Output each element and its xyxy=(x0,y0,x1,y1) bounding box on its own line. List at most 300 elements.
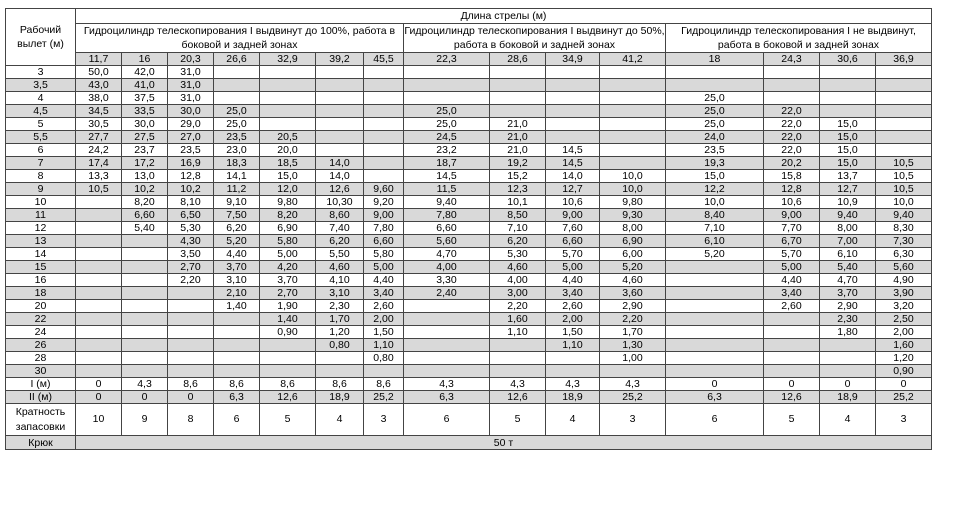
capacity-cell: 0 xyxy=(666,378,764,391)
capacity-cell: 6,60 xyxy=(404,222,490,235)
capacity-cell xyxy=(168,365,214,378)
capacity-cell: 13,0 xyxy=(122,170,168,183)
capacity-cell: 10,6 xyxy=(764,196,820,209)
capacity-cell: 6,3 xyxy=(214,391,260,404)
capacity-cell xyxy=(316,79,364,92)
capacity-cell: 3,70 xyxy=(214,261,260,274)
capacity-cell: 20,0 xyxy=(260,144,316,157)
capacity-cell: 30,5 xyxy=(76,118,122,131)
capacity-cell: 8,50 xyxy=(490,209,546,222)
capacity-cell: 5,70 xyxy=(764,248,820,261)
capacity-cell xyxy=(490,105,546,118)
capacity-cell xyxy=(820,79,876,92)
capacity-cell: 15,2 xyxy=(490,170,546,183)
capacity-cell xyxy=(76,196,122,209)
capacity-cell: 1,10 xyxy=(546,339,600,352)
capacity-cell: 25,0 xyxy=(214,105,260,118)
capacity-cell xyxy=(764,92,820,105)
capacity-cell xyxy=(764,352,820,365)
boom-length-cell: 41,2 xyxy=(600,53,666,66)
capacity-cell xyxy=(764,66,820,79)
capacity-cell: 3 xyxy=(876,404,932,436)
capacity-cell: 5,40 xyxy=(820,261,876,274)
table-row xyxy=(6,183,932,196)
capacity-cell: 12,2 xyxy=(666,183,764,196)
capacity-cell xyxy=(364,118,404,131)
capacity-cell xyxy=(122,248,168,261)
capacity-cell xyxy=(214,79,260,92)
capacity-cell: 14,5 xyxy=(546,157,600,170)
capacity-cell: 5,50 xyxy=(316,248,364,261)
capacity-cell: 2,00 xyxy=(876,326,932,339)
capacity-cell xyxy=(76,365,122,378)
capacity-cell xyxy=(76,261,122,274)
capacity-cell: 5 xyxy=(490,404,546,436)
capacity-cell xyxy=(214,352,260,365)
capacity-cell xyxy=(214,365,260,378)
capacity-cell: 4,40 xyxy=(546,274,600,287)
capacity-cell: 9 xyxy=(122,404,168,436)
radius-cell: 11 xyxy=(6,209,76,222)
capacity-cell xyxy=(666,326,764,339)
capacity-cell xyxy=(316,144,364,157)
capacity-cell: 23,5 xyxy=(214,131,260,144)
capacity-cell: 5,00 xyxy=(764,261,820,274)
capacity-cell xyxy=(820,66,876,79)
capacity-cell xyxy=(76,235,122,248)
boom-length-cell: 45,5 xyxy=(364,53,404,66)
capacity-cell: 10,5 xyxy=(876,183,932,196)
table-row xyxy=(6,352,932,365)
capacity-cell xyxy=(76,313,122,326)
capacity-cell xyxy=(168,300,214,313)
capacity-cell: 12,7 xyxy=(820,183,876,196)
row-header xyxy=(6,9,76,66)
capacity-cell xyxy=(260,66,316,79)
capacity-cell xyxy=(76,300,122,313)
hook-value: 50 т xyxy=(76,436,932,450)
boom-length-cell: 18 xyxy=(666,53,764,66)
capacity-cell: 14,0 xyxy=(316,170,364,183)
capacity-cell xyxy=(168,339,214,352)
capacity-cell xyxy=(260,118,316,131)
capacity-cell: 23,2 xyxy=(404,144,490,157)
capacity-cell: 23,5 xyxy=(168,144,214,157)
capacity-cell xyxy=(764,365,820,378)
capacity-cell: 6,3 xyxy=(404,391,490,404)
capacity-cell: 9,00 xyxy=(764,209,820,222)
capacity-cell: 31,0 xyxy=(168,92,214,105)
capacity-cell xyxy=(404,365,490,378)
capacity-cell xyxy=(404,66,490,79)
radius-cell: 10 xyxy=(6,196,76,209)
capacity-cell xyxy=(546,92,600,105)
capacity-cell: 5,00 xyxy=(260,248,316,261)
capacity-cell: 4,3 xyxy=(546,378,600,391)
capacity-cell: 6,00 xyxy=(600,248,666,261)
capacity-cell: 10,2 xyxy=(122,183,168,196)
capacity-cell: 2,60 xyxy=(764,300,820,313)
capacity-cell: 5,00 xyxy=(546,261,600,274)
capacity-cell: 1,30 xyxy=(600,339,666,352)
capacity-cell: 6,20 xyxy=(214,222,260,235)
capacity-cell: 3,30 xyxy=(404,274,490,287)
capacity-cell xyxy=(168,326,214,339)
capacity-cell: 3,40 xyxy=(764,287,820,300)
hook-row xyxy=(6,436,932,450)
capacity-cell xyxy=(876,92,932,105)
capacity-cell: 14,0 xyxy=(316,157,364,170)
capacity-cell: 1,20 xyxy=(876,352,932,365)
capacity-cell: 18,3 xyxy=(214,157,260,170)
capacity-cell xyxy=(76,339,122,352)
load-chart xyxy=(5,8,932,450)
table-row xyxy=(6,79,932,92)
capacity-cell: 0 xyxy=(76,391,122,404)
capacity-cell: 3,40 xyxy=(364,287,404,300)
capacity-cell: 6 xyxy=(404,404,490,436)
capacity-cell xyxy=(404,313,490,326)
group-header-0: Гидроцилиндр телескопирования I не выдвинут, работа в боковой и задней зонах xyxy=(666,24,932,53)
capacity-cell: 5 xyxy=(260,404,316,436)
capacity-cell: 3,00 xyxy=(490,287,546,300)
capacity-cell xyxy=(666,274,764,287)
capacity-cell: 18,9 xyxy=(820,391,876,404)
capacity-cell xyxy=(876,118,932,131)
capacity-cell xyxy=(214,326,260,339)
capacity-cell: 4,3 xyxy=(600,378,666,391)
radius-cell: 14 xyxy=(6,248,76,261)
table-row xyxy=(6,105,932,118)
capacity-cell: 10,5 xyxy=(876,170,932,183)
table-row xyxy=(6,261,932,274)
radius-cell: 30 xyxy=(6,365,76,378)
capacity-cell: 2,30 xyxy=(820,313,876,326)
capacity-cell xyxy=(490,92,546,105)
capacity-cell: 1,60 xyxy=(490,313,546,326)
capacity-cell xyxy=(364,170,404,183)
capacity-cell: 6,10 xyxy=(820,248,876,261)
capacity-cell: 8,6 xyxy=(316,378,364,391)
capacity-cell: 25,2 xyxy=(364,391,404,404)
capacity-cell: 2,20 xyxy=(600,313,666,326)
capacity-cell xyxy=(546,352,600,365)
table-row xyxy=(6,144,932,157)
capacity-cell: 1,10 xyxy=(364,339,404,352)
group-header-50: Гидроцилиндр телескопирования I выдвинут до 50%, работа в боковой и задней зонах xyxy=(404,25,665,51)
capacity-cell xyxy=(600,144,666,157)
capacity-cell: 10 xyxy=(76,404,122,436)
capacity-cell: 4,10 xyxy=(316,274,364,287)
capacity-cell: 15,0 xyxy=(666,170,764,183)
capacity-cell xyxy=(600,66,666,79)
capacity-cell: 3 xyxy=(600,404,666,436)
capacity-cell: 7,40 xyxy=(316,222,364,235)
capacity-cell xyxy=(546,118,600,131)
capacity-cell: 2,30 xyxy=(316,300,364,313)
capacity-cell xyxy=(122,287,168,300)
table-row xyxy=(6,313,932,326)
capacity-cell: 0 xyxy=(764,378,820,391)
capacity-cell: 2,00 xyxy=(546,313,600,326)
capacity-cell xyxy=(214,339,260,352)
capacity-cell: 7,80 xyxy=(404,209,490,222)
capacity-cell: 2,20 xyxy=(490,300,546,313)
capacity-cell: 8,20 xyxy=(260,209,316,222)
table-row xyxy=(6,274,932,287)
capacity-cell: 4,60 xyxy=(316,261,364,274)
capacity-cell: 3,70 xyxy=(260,274,316,287)
radius-cell: 3 xyxy=(6,66,76,79)
capacity-cell: 9,20 xyxy=(364,196,404,209)
capacity-cell: 2,20 xyxy=(168,274,214,287)
capacity-cell xyxy=(490,365,546,378)
capacity-cell: 8,00 xyxy=(820,222,876,235)
capacity-cell: 9,10 xyxy=(214,196,260,209)
capacity-cell: 31,0 xyxy=(168,66,214,79)
capacity-cell: 8,6 xyxy=(364,378,404,391)
capacity-cell: 9,40 xyxy=(820,209,876,222)
capacity-cell: 25,0 xyxy=(404,118,490,131)
capacity-cell: 20,2 xyxy=(764,157,820,170)
capacity-cell xyxy=(490,66,546,79)
capacity-cell: 2,70 xyxy=(168,261,214,274)
capacity-cell: 6,50 xyxy=(168,209,214,222)
boom-length-cell: 28,6 xyxy=(490,53,546,66)
capacity-cell: 3,90 xyxy=(876,287,932,300)
capacity-cell xyxy=(546,105,600,118)
capacity-cell: 1,40 xyxy=(260,313,316,326)
radius-cell: 4 xyxy=(6,92,76,105)
table-row xyxy=(6,157,932,170)
capacity-cell: 13,7 xyxy=(820,170,876,183)
capacity-cell xyxy=(260,339,316,352)
table-row xyxy=(6,92,932,105)
capacity-cell: 25,2 xyxy=(876,391,932,404)
capacity-cell: 4,40 xyxy=(214,248,260,261)
capacity-cell xyxy=(404,326,490,339)
capacity-cell: 18,7 xyxy=(404,157,490,170)
capacity-cell: 4,90 xyxy=(876,274,932,287)
capacity-cell: 5,60 xyxy=(876,261,932,274)
capacity-cell: 5,20 xyxy=(600,261,666,274)
table-row xyxy=(6,326,932,339)
radius-cell: Кратность запасовки xyxy=(6,404,76,436)
capacity-cell: 7,80 xyxy=(364,222,404,235)
capacity-cell: 8,30 xyxy=(876,222,932,235)
capacity-cell xyxy=(764,79,820,92)
capacity-cell xyxy=(364,144,404,157)
capacity-cell xyxy=(122,235,168,248)
capacity-cell xyxy=(168,287,214,300)
capacity-cell xyxy=(364,66,404,79)
capacity-cell: 6,70 xyxy=(764,235,820,248)
capacity-cell: 33,5 xyxy=(122,105,168,118)
capacity-cell: 9,60 xyxy=(364,183,404,196)
capacity-cell: 15,0 xyxy=(260,170,316,183)
capacity-cell xyxy=(404,352,490,365)
radius-cell: 24 xyxy=(6,326,76,339)
capacity-cell: 16,9 xyxy=(168,157,214,170)
capacity-cell xyxy=(168,352,214,365)
capacity-cell: 22,0 xyxy=(764,118,820,131)
capacity-cell: 15,8 xyxy=(764,170,820,183)
capacity-cell xyxy=(364,92,404,105)
boom-length-cell: 24,3 xyxy=(764,53,820,66)
capacity-cell: 23,5 xyxy=(666,144,764,157)
capacity-cell: 8,10 xyxy=(168,196,214,209)
capacity-cell xyxy=(316,131,364,144)
capacity-cell: 12,7 xyxy=(546,183,600,196)
capacity-cell: 3,40 xyxy=(546,287,600,300)
row-header-label: Рабочий вылет (м) xyxy=(17,24,64,50)
capacity-cell: 10,0 xyxy=(876,196,932,209)
capacity-cell: 1,80 xyxy=(820,326,876,339)
capacity-cell: 9,80 xyxy=(600,196,666,209)
capacity-cell: 4,3 xyxy=(122,378,168,391)
capacity-cell: 9,00 xyxy=(364,209,404,222)
capacity-cell: 1,70 xyxy=(600,326,666,339)
capacity-cell xyxy=(876,79,932,92)
capacity-cell: 6,20 xyxy=(490,235,546,248)
capacity-cell: 41,0 xyxy=(122,79,168,92)
capacity-cell xyxy=(666,352,764,365)
capacity-cell xyxy=(122,274,168,287)
capacity-cell: 1,50 xyxy=(364,326,404,339)
capacity-cell xyxy=(600,79,666,92)
capacity-cell: 4,40 xyxy=(364,274,404,287)
capacity-cell: 17,4 xyxy=(76,157,122,170)
capacity-cell xyxy=(122,300,168,313)
radius-cell: 8 xyxy=(6,170,76,183)
capacity-cell xyxy=(764,313,820,326)
capacity-cell xyxy=(546,66,600,79)
capacity-cell xyxy=(122,365,168,378)
capacity-cell: 8,20 xyxy=(122,196,168,209)
capacity-cell: 21,0 xyxy=(490,118,546,131)
capacity-cell: 14,5 xyxy=(404,170,490,183)
capacity-cell: 1,10 xyxy=(490,326,546,339)
capacity-cell: 2,00 xyxy=(364,313,404,326)
capacity-cell: 12,8 xyxy=(764,183,820,196)
capacity-cell: 24,5 xyxy=(404,131,490,144)
capacity-cell: 10,1 xyxy=(490,196,546,209)
capacity-cell: 8,00 xyxy=(600,222,666,235)
capacity-cell xyxy=(316,118,364,131)
boom-length-cell: 32,9 xyxy=(260,53,316,66)
capacity-cell: 22,0 xyxy=(764,105,820,118)
table-row xyxy=(6,404,932,436)
capacity-cell: 10,5 xyxy=(76,183,122,196)
capacity-cell: 10,30 xyxy=(316,196,364,209)
capacity-cell xyxy=(214,313,260,326)
hook-label: Крюк xyxy=(6,436,76,450)
capacity-cell: 10,0 xyxy=(600,183,666,196)
radius-cell: 26 xyxy=(6,339,76,352)
capacity-cell: 43,0 xyxy=(76,79,122,92)
capacity-cell: 6,60 xyxy=(546,235,600,248)
radius-cell: 9 xyxy=(6,183,76,196)
capacity-cell: 25,0 xyxy=(666,92,764,105)
capacity-cell: 8,6 xyxy=(168,378,214,391)
capacity-cell: 31,0 xyxy=(168,79,214,92)
capacity-cell: 1,50 xyxy=(546,326,600,339)
capacity-cell xyxy=(404,339,490,352)
capacity-cell xyxy=(876,66,932,79)
capacity-cell: 21,0 xyxy=(490,131,546,144)
capacity-cell: 25,2 xyxy=(600,391,666,404)
table-row xyxy=(6,248,932,261)
capacity-cell xyxy=(820,352,876,365)
capacity-cell: 1,70 xyxy=(316,313,364,326)
capacity-cell xyxy=(876,131,932,144)
capacity-cell: 4,00 xyxy=(490,274,546,287)
capacity-cell: 4 xyxy=(316,404,364,436)
capacity-cell: 8,60 xyxy=(316,209,364,222)
capacity-cell xyxy=(260,79,316,92)
capacity-cell xyxy=(764,326,820,339)
capacity-cell xyxy=(820,105,876,118)
capacity-cell: 2,40 xyxy=(404,287,490,300)
capacity-cell: 7,70 xyxy=(764,222,820,235)
capacity-cell xyxy=(490,352,546,365)
capacity-cell: 10,9 xyxy=(820,196,876,209)
radius-cell: 4,5 xyxy=(6,105,76,118)
capacity-cell xyxy=(316,352,364,365)
table-row xyxy=(6,66,932,79)
capacity-cell: 15,0 xyxy=(820,118,876,131)
table-row xyxy=(6,131,932,144)
radius-cell: 6 xyxy=(6,144,76,157)
capacity-cell xyxy=(214,66,260,79)
capacity-cell: 7,60 xyxy=(546,222,600,235)
capacity-cell: 6,90 xyxy=(600,235,666,248)
capacity-cell: 6 xyxy=(666,404,764,436)
radius-cell: 12 xyxy=(6,222,76,235)
capacity-cell: 13,3 xyxy=(76,170,122,183)
capacity-cell: 0 xyxy=(168,391,214,404)
table-row xyxy=(6,222,932,235)
capacity-cell: 18,9 xyxy=(316,391,364,404)
capacity-cell xyxy=(600,365,666,378)
capacity-cell: 5,20 xyxy=(214,235,260,248)
radius-cell: 5 xyxy=(6,118,76,131)
capacity-cell: 2,50 xyxy=(876,313,932,326)
capacity-cell: 19,3 xyxy=(666,157,764,170)
capacity-cell: 25,0 xyxy=(214,118,260,131)
capacity-cell: 23,0 xyxy=(214,144,260,157)
capacity-cell xyxy=(666,66,764,79)
capacity-cell xyxy=(600,105,666,118)
capacity-cell: 1,60 xyxy=(876,339,932,352)
table-row xyxy=(6,170,932,183)
capacity-cell xyxy=(122,313,168,326)
capacity-cell: 5,60 xyxy=(404,235,490,248)
capacity-cell: 20,5 xyxy=(260,131,316,144)
table-row xyxy=(6,287,932,300)
capacity-cell: 6,20 xyxy=(316,235,364,248)
capacity-cell: 25,0 xyxy=(666,118,764,131)
capacity-cell: 3,70 xyxy=(820,287,876,300)
capacity-cell xyxy=(122,326,168,339)
capacity-cell: 5,80 xyxy=(364,248,404,261)
capacity-cell: 8,6 xyxy=(214,378,260,391)
capacity-cell xyxy=(364,157,404,170)
capacity-cell: 27,5 xyxy=(122,131,168,144)
table-row xyxy=(6,209,932,222)
capacity-cell: 10,2 xyxy=(168,183,214,196)
capacity-cell: 4 xyxy=(820,404,876,436)
